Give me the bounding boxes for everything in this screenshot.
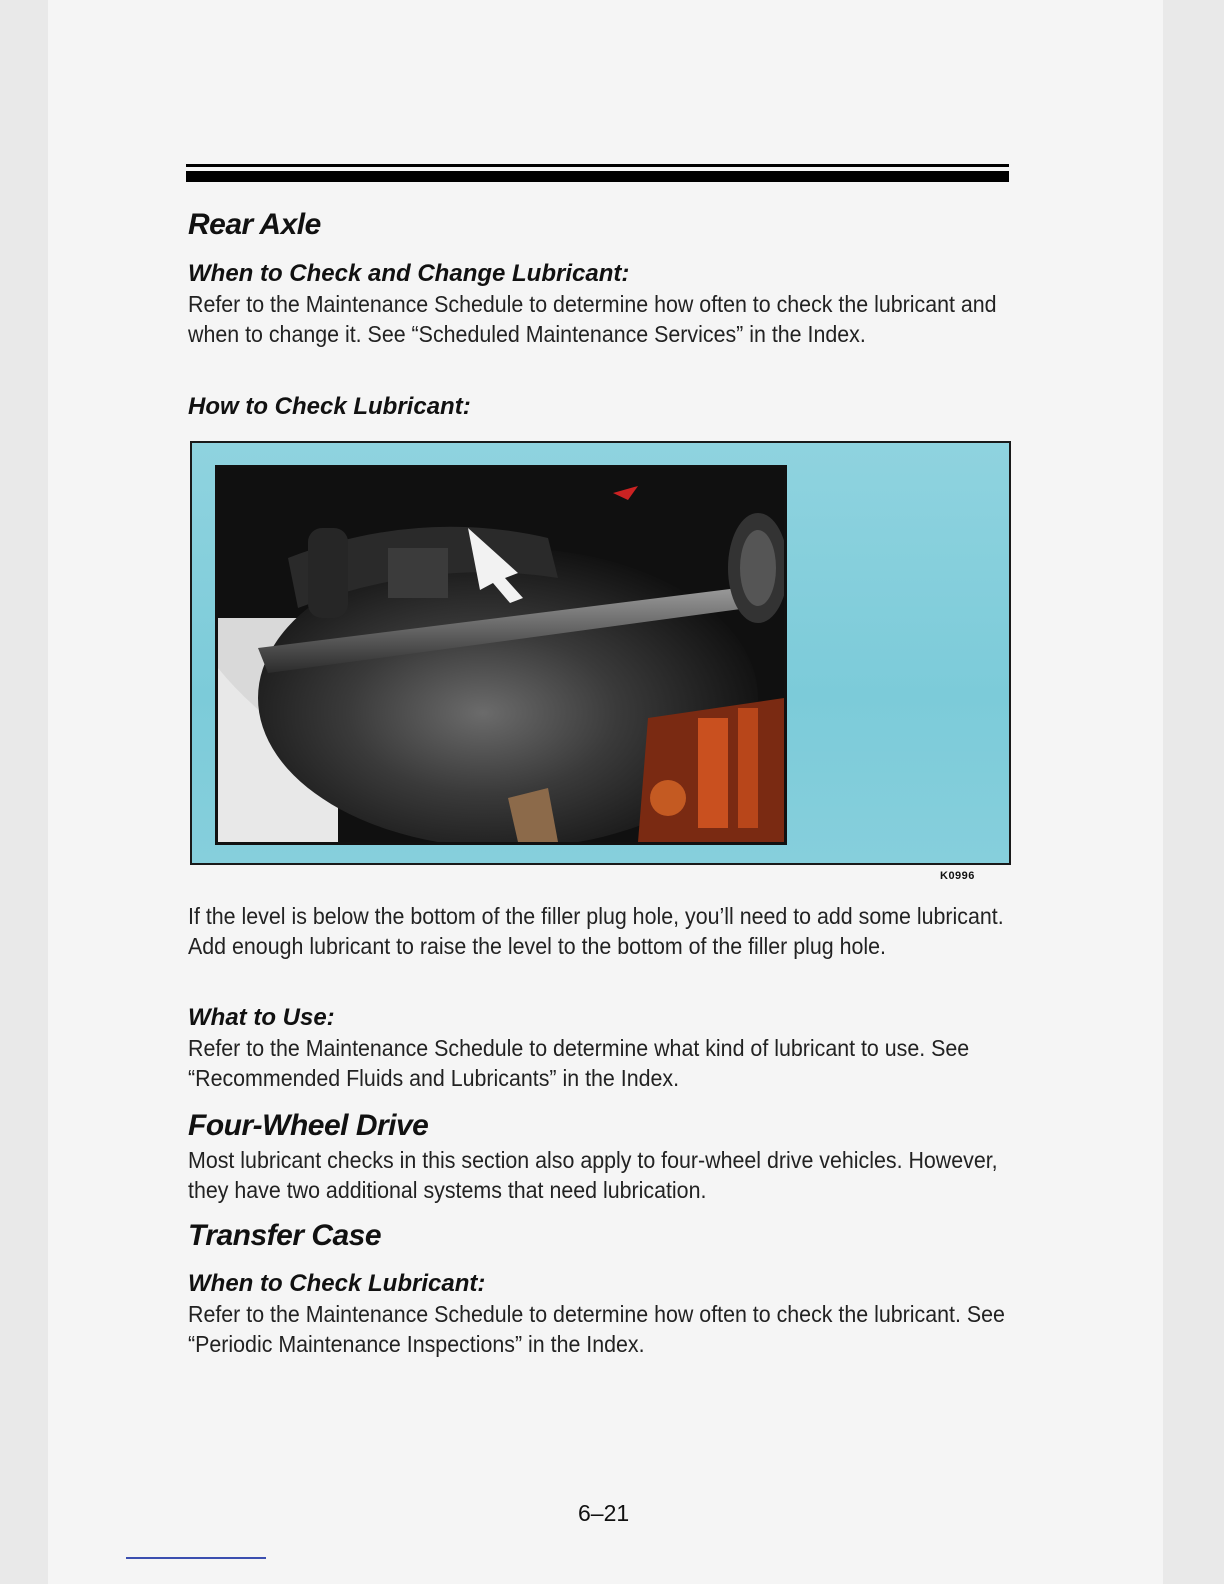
what-to-use-heading: What to Use: bbox=[188, 1004, 335, 1031]
rear-axle-photo bbox=[215, 465, 787, 845]
transfer-case-title: Transfer Case bbox=[188, 1219, 382, 1252]
header-rule-thick bbox=[186, 171, 1009, 182]
bottom-link-underline bbox=[126, 1557, 266, 1559]
transfer-when-heading: When to Check Lubricant: bbox=[188, 1270, 486, 1297]
how-check-block bbox=[188, 393, 1008, 421]
page-number: 6–21 bbox=[578, 1500, 630, 1526]
rear-axle-section bbox=[188, 208, 1008, 242]
when-check-change-heading: When to Check and Change Lubricant: bbox=[188, 260, 630, 287]
four-wheel-title: Four-Wheel Drive bbox=[188, 1109, 429, 1142]
transfer-case-section bbox=[188, 1219, 1008, 1253]
transfer-when-block bbox=[188, 1270, 1008, 1359]
when-check-change-block bbox=[188, 260, 1008, 349]
after-figure-block bbox=[188, 901, 1008, 961]
figure-code: K0996 bbox=[940, 870, 975, 882]
four-wheel-text: Most lubricant checks in this section also apply to four-wheel drive vehicles. However, they have two additional systems that need lubrication. bbox=[188, 1147, 998, 1203]
rear-axle-photo-illustration bbox=[218, 468, 784, 842]
what-to-use-block bbox=[188, 1004, 1008, 1093]
rear-axle-figure bbox=[190, 441, 1011, 865]
after-figure-text: If the level is below the bottom of the filler plug hole, you’ll need to add some lubricant. Add enough lubricant to raise the level to the bottom of the filler plug hole. bbox=[188, 903, 1004, 959]
four-wheel-section bbox=[188, 1109, 1008, 1205]
what-to-use-text: Refer to the Maintenance Schedule to determine what kind of lubricant to use. See “Recommended Fluids and Lubricants” in the Index. bbox=[188, 1035, 970, 1091]
header-rule-thin bbox=[186, 164, 1009, 167]
how-check-heading: How to Check Lubricant: bbox=[188, 393, 471, 420]
rear-axle-title: Rear Axle bbox=[188, 208, 321, 241]
transfer-when-text: Refer to the Maintenance Schedule to determine how often to check the lubricant. See “Periodic Maintenance Inspections” in the Index. bbox=[188, 1301, 1005, 1357]
when-check-change-text: Refer to the Maintenance Schedule to determine how often to check the lubricant and when to change it. See “Scheduled Maintenance Services” in the Index. bbox=[188, 291, 997, 347]
